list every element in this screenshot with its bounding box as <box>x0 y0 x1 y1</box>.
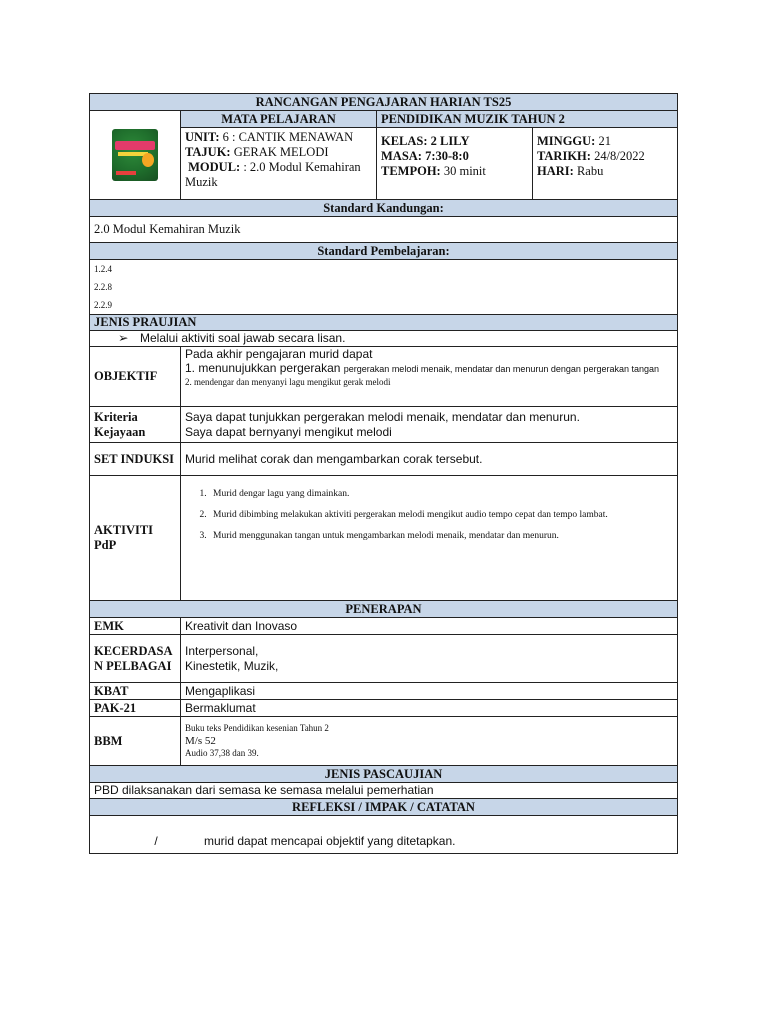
refleksi-mark: / <box>154 834 158 848</box>
objektif-label: OBJEKTIF <box>90 347 181 407</box>
kriteria-line2: Saya dapat bernyanyi mengikut melodi <box>185 424 392 439</box>
pascaujian-heading: JENIS PASCAUJIAN <box>90 766 678 783</box>
refleksi-value: murid dapat mencapai objektif yang ditetapkan. <box>204 834 456 848</box>
objektif-line1-rest: pergerakan melodi menaik, mendatar dan menurun dengan pergerakan tangan <box>343 364 659 374</box>
pak21-value: Bermaklumat <box>181 700 678 717</box>
pascaujian-value: PBD dilaksanakan dari semasa ke semasa melalui pemerhatian <box>90 783 678 799</box>
unit-label: UNIT: <box>185 130 220 144</box>
kecerdasan-content <box>181 635 678 683</box>
bbm-line1: Buku teks Pendidikan kesenian Tahun 2 <box>185 723 329 733</box>
minggu-label: MINGGU: <box>537 134 596 148</box>
kriteria-content <box>181 407 678 443</box>
kecerdasan-line2: Kinestetik, Muzik, <box>185 658 279 673</box>
kriteria-line1: Saya dapat tunjukkan pergerakan melodi menaik, mendatar dan menurun. <box>185 409 580 424</box>
aktiviti-item: 3. Murid menggunakan tangan untuk mengambarkan melodi menaik, mendatar dan menurun. <box>209 526 673 547</box>
kelas-value: 2 LILY <box>430 134 470 148</box>
textbook-cover-image <box>112 129 158 181</box>
objektif-line1-prefix: 1. menunujukkan pergerakan <box>185 361 341 375</box>
aktiviti-list <box>185 484 673 547</box>
kbat-value: Mengaplikasi <box>181 683 678 700</box>
standard-item: 1.2.4 <box>94 264 112 274</box>
kbat-label: KBAT <box>90 683 181 700</box>
tajuk-value: GERAK MELODI <box>233 145 329 159</box>
unit-value: 6 : CANTIK MENAWAN <box>222 130 354 144</box>
hari-label: HARI: <box>537 164 574 178</box>
masa-label: MASA: <box>381 149 422 163</box>
kelas-label: KELAS: <box>381 134 428 148</box>
bbm-content <box>181 717 678 766</box>
kelas-block <box>377 128 533 200</box>
refleksi-heading: REFLEKSI / IMPAK / CATATAN <box>90 799 678 816</box>
bbm-label: BBM <box>90 717 181 766</box>
lesson-plan-sheet <box>89 93 677 854</box>
hari-value: Rabu <box>576 164 604 178</box>
aktiviti-item: 2. Murid dibimbing melakukan aktiviti pergerakan melodi mengikut audio tempo cepat dan tempo lambat. <box>209 505 673 526</box>
standard-pembelajaran-list <box>90 260 678 315</box>
kecerdasan-label: KECERDASAN PELBAGAI <box>90 635 181 683</box>
kecerdasan-line1: Interpersonal, <box>185 643 259 658</box>
book-cover-cell <box>90 111 181 200</box>
bbm-line2: M/s 52 <box>185 735 216 747</box>
aktiviti-label: AKTIVITI PdP <box>90 476 181 601</box>
arrow-bullet-icon: ➢ <box>118 331 129 345</box>
emk-value: Kreativit dan Inovaso <box>181 618 678 635</box>
praujian-heading: JENIS PRAUJIAN <box>90 315 678 331</box>
praujian-value: Melalui aktiviti soal jawab secara lisan. <box>140 331 346 345</box>
standard-kandungan-heading: Standard Kandungan: <box>90 200 678 217</box>
objektif-content <box>181 347 678 407</box>
kriteria-label: Kriteria Kejayaan <box>90 407 181 443</box>
objektif-line2: 2. mendengar dan menyanyi lagu mengikut gerak melodi <box>185 377 391 387</box>
praujian-row <box>90 331 678 347</box>
plan-title: RANCANGAN PENGAJARAN HARIAN TS25 <box>90 94 678 111</box>
bbm-line3: Audio 37,38 dan 39. <box>185 748 259 758</box>
pak21-label: PAK-21 <box>90 700 181 717</box>
aktiviti-item: 1. Murid dengar lagu yang dimainkan. <box>209 484 673 505</box>
penerapan-heading: PENERAPAN <box>90 601 678 618</box>
modul-label: MODUL: <box>188 160 241 174</box>
standard-pembelajaran-heading: Standard Pembelajaran: <box>90 243 678 260</box>
tarikh-value: 24/8/2022 <box>594 149 645 163</box>
set-induksi-value: Murid melihat corak dan mengambarkan corak tersebut. <box>181 443 678 476</box>
tempoh-label: TEMPOH: <box>381 164 441 178</box>
unit-block <box>181 128 377 200</box>
minggu-block <box>533 128 678 200</box>
masa-value: 7:30-8:0 <box>425 149 469 163</box>
objektif-intro: Pada akhir pengajaran murid dapat <box>185 347 373 361</box>
minggu-value: 21 <box>598 134 611 148</box>
set-induksi-label: SET INDUKSI <box>90 443 181 476</box>
standard-item: 2.2.9 <box>94 300 112 310</box>
subject-label: MATA PELAJARAN <box>181 111 377 128</box>
aktiviti-content <box>181 476 678 601</box>
emk-label: EMK <box>90 618 181 635</box>
subject-value: PENDIDIKAN MUZIK TAHUN 2 <box>377 111 678 128</box>
standard-item: 2.2.8 <box>94 282 112 292</box>
tarikh-label: TARIKH: <box>537 149 591 163</box>
refleksi-row <box>90 816 678 854</box>
lesson-plan-table <box>89 93 678 854</box>
tempoh-value: 30 minit <box>443 164 486 178</box>
modul-value: : 2.0 Modul Kemahiran Muzik <box>185 160 361 189</box>
tajuk-label: TAJUK: <box>185 145 231 159</box>
standard-kandungan-value: 2.0 Modul Kemahiran Muzik <box>90 217 678 243</box>
